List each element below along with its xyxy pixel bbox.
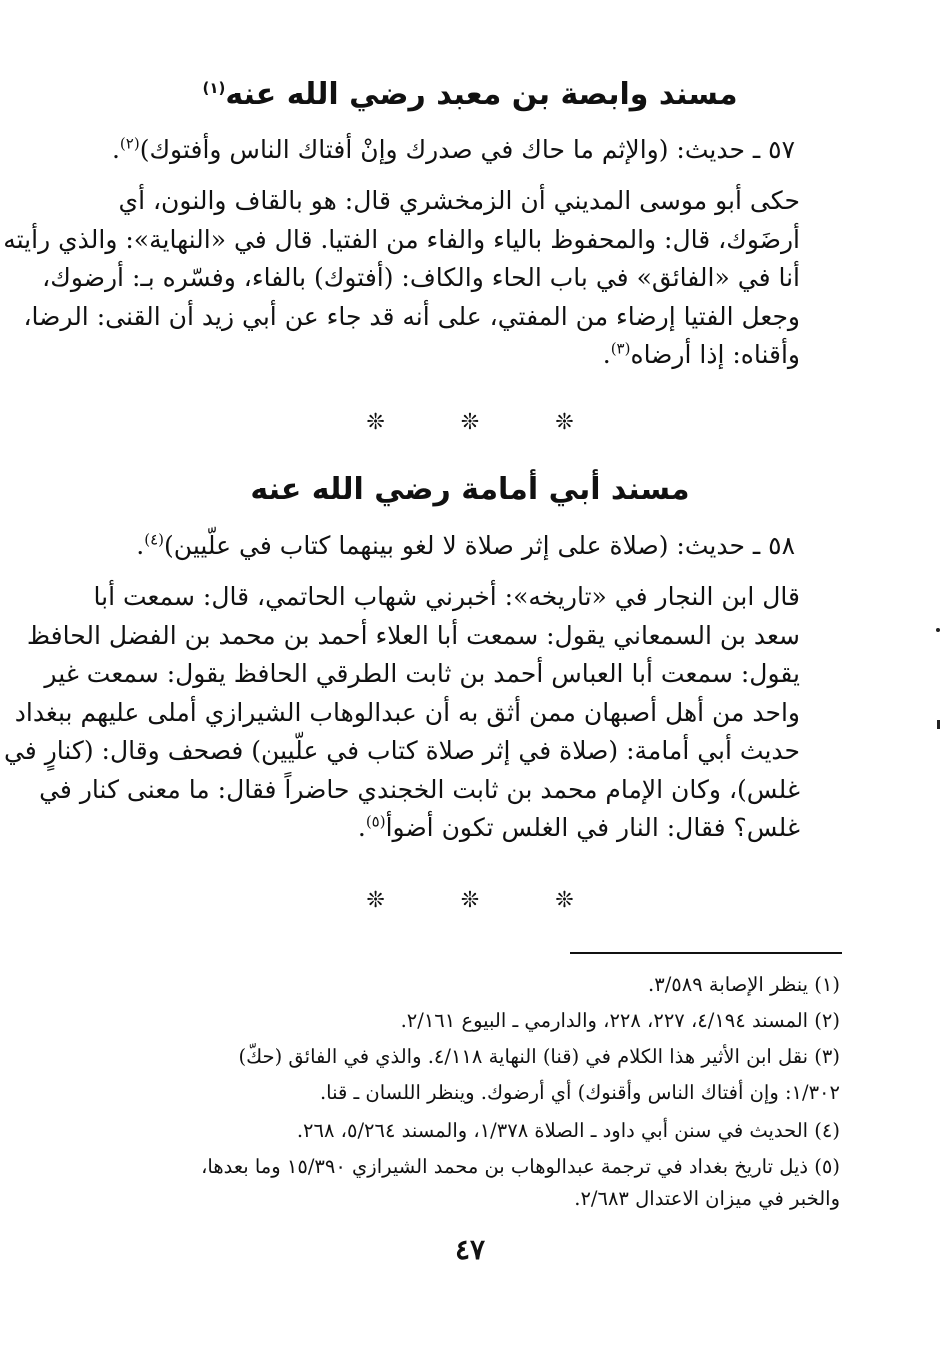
commentary-paragraph-1 (3, 182, 800, 375)
footnote-2: (٢) المسند ٤/١٩٤، ٢٢٧، ٢٢٨، والدارمي ـ البيوع ٢/١٦١. (400, 1009, 840, 1032)
text-line: أرضَوك، قال: والمحفوظ بالياء والفاء من الفتيا. قال في «النهاية»: والذي رأيته (3, 224, 800, 254)
footnote-5-continued: والخبر في ميزان الاعتدال ٢/٦٨٣. (574, 1187, 840, 1210)
footnote-4: (٤) الحديث في سنن أبي داود ـ الصلاة ١/٣٧٨، والمسند ٥/٢٦٤، ٢٦٨. (296, 1119, 840, 1142)
text-line: واحد من أهل أصبهان ممن أثق به أن عبدالوهاب الشيرازي أملى عليهم ببغداد (14, 697, 800, 727)
footnote-ref: (٥) (365, 812, 386, 831)
text-line: حكى أبو موسى المديني أن الزمخشري قال: هو بالقاف والنون، أي (118, 186, 800, 215)
section-heading-abu-umama (150, 470, 790, 510)
footnote-ref: (٤) (144, 530, 165, 549)
commentary-paragraph-2 (3, 578, 800, 848)
text-line: سعد بن السمعاني يقول: سمعت أبا العلاء أحمد بن محمد بن الفضل الحافظ (26, 620, 800, 650)
scan-speck (937, 720, 940, 729)
scan-speck (936, 628, 940, 632)
ornament-separator (150, 408, 790, 438)
heading-text: مسند وابصة بن معبد رضي الله عنه (225, 77, 738, 112)
page-number: ٤٧ (454, 1233, 486, 1266)
ornament-icon: ❊ (366, 410, 385, 435)
footnote-3-continued: ١/٣٠٢: وإن أفتاك الناس وأقنوك) أي أرضوك. وينظر اللسان ـ قنا. (319, 1081, 840, 1104)
section-heading-wabisa (150, 75, 790, 115)
text-line-final: غلس؟ فقال: النار في الغلس تكون أضوأ (385, 813, 800, 842)
text-line: يقول: سمعت أبا العباس أحمد بن ثابت الطرقي الحافظ يقول: سمعت غير (44, 659, 800, 688)
ornament-icon: ❊ (460, 888, 480, 913)
footnote-divider (570, 952, 842, 954)
ornament-icon: ❊ (555, 410, 574, 435)
ornament-separator (150, 886, 790, 916)
footnote-3: (٣) نقل ابن الأثير هذا الكلام في (قنا) النهاية ٤/١١٨. والذي في الفائق (حكّ) (238, 1045, 840, 1068)
text-line: غلس؟ فقال: النار في الغلس تكون أضوأ$^{(٥)}$. (357, 812, 800, 842)
hadith-57: ٥٧ ـ حديث: (والإثم ما حاك في صدرك وإنْ أفتاك الناس وأفتوك)$^{(٢)}$. (111, 134, 795, 164)
ornament-icon: ❊ (460, 410, 480, 435)
hadith-text: ٥٧ ـ حديث: (والإثم ما حاك في صدرك وإنْ أفتاك الناس وأفتوك) (139, 135, 795, 164)
footnote-1: (١) ينظر الإصابة ٣/٥٨٩. (648, 973, 840, 996)
text-line: حديث أبي أمامة: (صلاة في إثر صلاة كتاب في علّيين) فصحف وقال: (كنارٍ في (3, 736, 800, 765)
footnote-5: (٥) ذيل تاريخ بغداد في ترجمة عبدالوهاب بن محمد الشيرازي ١٥/٣٩٠ وما بعدها، (201, 1155, 840, 1178)
ornament-icon: ❊ (366, 888, 385, 913)
footnote-ref: (١) (202, 79, 226, 97)
text-line: وجعل الفتيا إرضاء من المفتي، على أنه قد جاء عن أبي زيد أن القنى: الرضا، (23, 301, 800, 331)
text-line: وأقناه: إذا أرضاه$^{(٣)}$. (602, 339, 800, 369)
footnote-ref: (٣) (610, 339, 631, 358)
heading-text: مسند أبي أمامة رضي الله عنه (250, 472, 690, 507)
ornament-icon: ❊ (555, 888, 574, 913)
text-line: قال ابن النجار في «تاريخه»: أخبرني شهاب الحاتمي، قال: سمعت أبا (93, 582, 800, 611)
hadith-58: ٥٨ ـ حديث: (صلاة على إثر صلاة لا لغو بينهما كتاب في علّيين)$^{(٤)}$. (136, 530, 795, 560)
hadith-text: ٥٨ ـ حديث: (صلاة على إثر صلاة لا لغو بينهما كتاب في علّيين) (164, 531, 795, 560)
text-line: أنا في «الفائق» في باب الحاء والكاف: (أفتوك) بالفاء، وفسّره بـ: أرضوك، (42, 263, 800, 292)
footnote-ref: (٢) (119, 134, 140, 153)
text-line-final: وأقناه: إذا أرضاه (630, 340, 800, 369)
text-line: غلس)، وكان الإمام محمد بن ثابت الخجندي حاضراً فقال: ما معنى كنار في (39, 774, 800, 804)
